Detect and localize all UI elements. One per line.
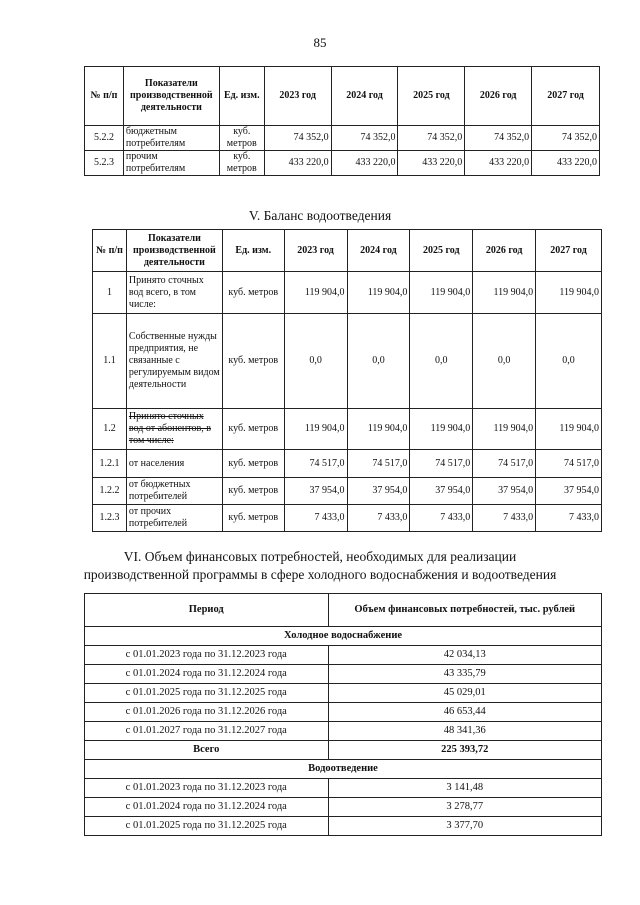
row-indicator: прочим потребителям [123,151,219,176]
amount-cell: 43 335,79 [328,665,602,684]
value-2026: 37 954,0 [473,478,536,505]
value-2027: 433 220,0 [532,151,600,176]
value-2024: 119 904,0 [347,272,410,314]
row-unit: куб. метров [219,126,264,151]
amount-cell: 46 653,44 [328,703,602,722]
col-header-indicator: Показатели производственной деятельности [123,67,219,126]
table-row [85,779,602,798]
row-unit: куб. метров [219,151,264,176]
value-2024: 74 517,0 [347,450,410,478]
row-indicator: от населения [126,450,222,478]
col-header-amount: Объем финансовых потребностей, тыс. рублей [328,594,602,627]
total-row [85,741,602,760]
value-2023: 74 517,0 [284,450,347,478]
period-cell: с 01.01.2027 года по 31.12.2027 года [85,722,329,741]
value-2027: 0,0 [536,314,602,409]
table-row [85,703,602,722]
value-2024: 37 954,0 [347,478,410,505]
row-number: 5.2.3 [85,151,124,176]
value-2023: 119 904,0 [284,272,347,314]
table-row [85,151,600,176]
section-5-title: V. Баланс водоотведения [248,208,392,223]
value-2024: 119 904,0 [347,409,410,450]
value-2025: 119 904,0 [410,272,473,314]
table-row [85,722,602,741]
value-2026: 74 517,0 [473,450,536,478]
col-header-2026: 2026 год [473,230,536,272]
period-cell: с 01.01.2023 года по 31.12.2023 года [85,646,329,665]
col-header-2023: 2023 год [284,230,347,272]
section-6-title-line-2: производственной программы в сфере холодного водоснабжения и водоотведения [83,567,557,582]
section-6-title-line-1: VI. Объем финансовых потребностей, необходимых для реализации [123,549,517,564]
amount-cell: 42 034,13 [328,646,602,665]
row-number: 1.2 [93,409,127,450]
row-indicator: Собственные нужды предприятия, не связанные с регулируемым видом деятельности [126,314,222,409]
period-cell: с 01.01.2025 года по 31.12.2025 года [85,817,329,836]
col-header-no: № п/п [93,230,127,272]
row-indicator: бюджетным потребителям [123,126,219,151]
value-2027: 74 352,0 [532,126,600,151]
table-row [93,450,602,478]
value-2025: 37 954,0 [410,478,473,505]
page-number: 85 [313,35,327,50]
value-2025: 119 904,0 [410,409,473,450]
table-row [85,798,602,817]
value-2025: 433 220,0 [398,151,465,176]
value-2026: 433 220,0 [465,151,532,176]
amount-cell: 3 278,77 [328,798,602,817]
row-number: 1.2.1 [93,450,127,478]
table-row [85,126,600,151]
row-indicator: Принято сточных вод от абонентов, в том числе: [126,409,222,450]
value-2024: 7 433,0 [347,505,410,532]
table-row [93,314,602,409]
table-row [85,684,602,703]
value-2026: 119 904,0 [473,409,536,450]
period-cell: с 01.01.2025 года по 31.12.2025 года [85,684,329,703]
value-2026: 119 904,0 [473,272,536,314]
value-2023: 37 954,0 [284,478,347,505]
row-unit: куб. метров [222,409,284,450]
row-number: 1.2.3 [93,505,127,532]
col-header-2027: 2027 год [532,67,600,126]
value-2027: 37 954,0 [536,478,602,505]
section-row-sewer [85,760,602,779]
row-unit: куб. метров [222,272,284,314]
water-balance-table-continued [84,66,600,176]
period-cell: с 01.01.2026 года по 31.12.2026 года [85,703,329,722]
value-2025: 74 517,0 [410,450,473,478]
value-2023: 433 220,0 [264,151,331,176]
col-header-unit: Ед. изм. [219,67,264,126]
total-label: Всего [85,741,329,760]
value-2024: 0,0 [347,314,410,409]
value-2025: 0,0 [410,314,473,409]
row-indicator: от прочих потребителей [126,505,222,532]
period-cell: с 01.01.2024 года по 31.12.2024 года [85,665,329,684]
table-row [93,409,602,450]
wastewater-balance-table [92,229,602,532]
table-header-row [93,230,602,272]
total-value: 225 393,72 [328,741,602,760]
table-header-row [85,67,600,126]
amount-cell: 3 377,70 [328,817,602,836]
col-header-2024: 2024 год [331,67,398,126]
row-unit: куб. метров [222,478,284,505]
col-header-2025: 2025 год [410,230,473,272]
value-2026: 0,0 [473,314,536,409]
section-label-sewer: Водоотведение [85,760,602,779]
period-cell: с 01.01.2023 года по 31.12.2023 года [85,779,329,798]
amount-cell: 45 029,01 [328,684,602,703]
row-indicator: от бюджетных потребителей [126,478,222,505]
table-row [85,817,602,836]
value-2023: 119 904,0 [284,409,347,450]
value-2023: 74 352,0 [264,126,331,151]
value-2027: 7 433,0 [536,505,602,532]
value-2027: 119 904,0 [536,409,602,450]
row-number: 1 [93,272,127,314]
table-header-row [85,594,602,627]
section-label-water: Холодное водоснабжение [85,627,602,646]
value-2024: 433 220,0 [331,151,398,176]
amount-cell: 3 141,48 [328,779,602,798]
col-header-2026: 2026 год [465,67,532,126]
value-2026: 74 352,0 [465,126,532,151]
col-header-2024: 2024 год [347,230,410,272]
col-header-indicator: Показатели производственной деятельности [126,230,222,272]
row-number: 5.2.2 [85,126,124,151]
row-indicator: Принято сточных вод всего, в том числе: [126,272,222,314]
table-row [93,478,602,505]
col-header-2027: 2027 год [536,230,602,272]
table-row [93,272,602,314]
col-header-unit: Ед. изм. [222,230,284,272]
period-cell: с 01.01.2024 года по 31.12.2024 года [85,798,329,817]
section-row-water [85,627,602,646]
value-2024: 74 352,0 [331,126,398,151]
amount-cell: 48 341,36 [328,722,602,741]
value-2023: 0,0 [284,314,347,409]
row-unit: куб. метров [222,450,284,478]
row-unit: куб. метров [222,505,284,532]
col-header-2023: 2023 год [264,67,331,126]
financial-needs-table [84,593,602,836]
value-2027: 119 904,0 [536,272,602,314]
col-header-no: № п/п [85,67,124,126]
col-header-2025: 2025 год [398,67,465,126]
table-row [85,665,602,684]
row-unit: куб. метров [222,314,284,409]
table-row [85,646,602,665]
table-row [93,505,602,532]
row-number: 1.1 [93,314,127,409]
value-2023: 7 433,0 [284,505,347,532]
row-number: 1.2.2 [93,478,127,505]
col-header-period: Период [85,594,329,627]
value-2027: 74 517,0 [536,450,602,478]
value-2026: 7 433,0 [473,505,536,532]
value-2025: 74 352,0 [398,126,465,151]
value-2025: 7 433,0 [410,505,473,532]
